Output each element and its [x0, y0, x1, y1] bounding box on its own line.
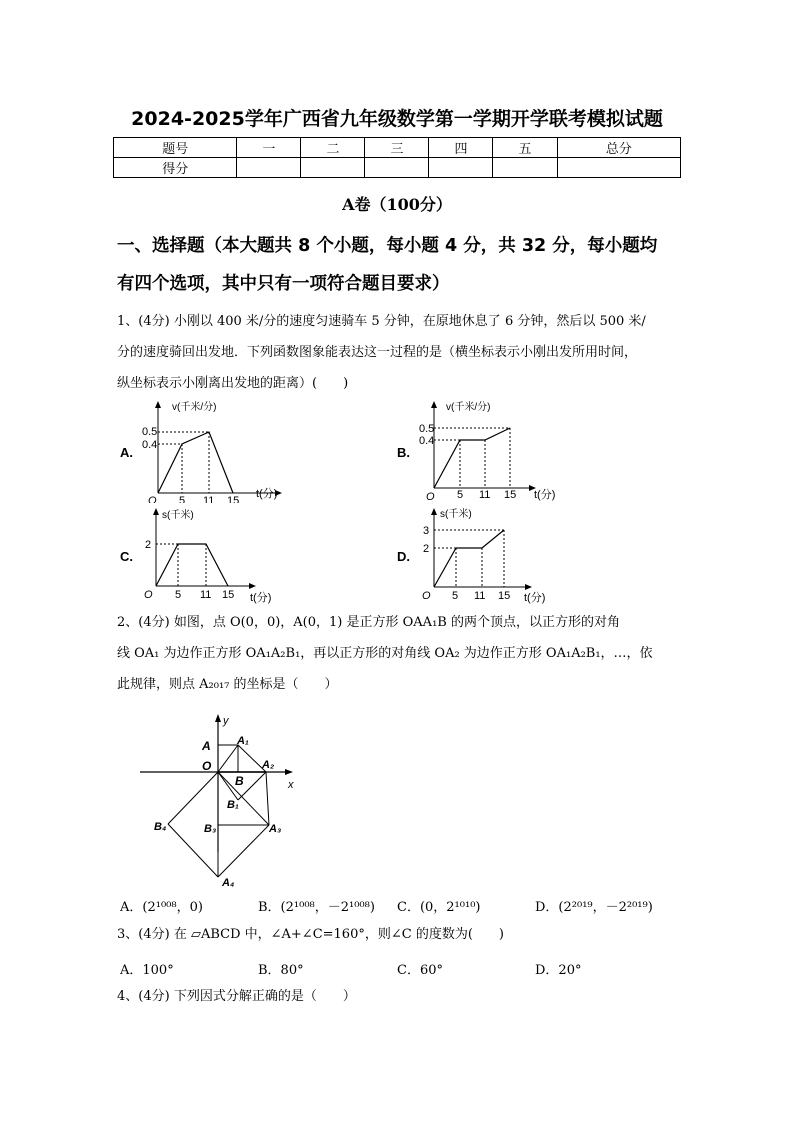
score-header-cell: 四 — [429, 138, 493, 158]
q3-option-b[interactable]: B．80° — [258, 963, 304, 978]
graph-line — [434, 428, 510, 488]
diagonal-oa1 — [218, 745, 238, 772]
x-tick-label: 15 — [504, 489, 517, 501]
q2-line3: 此规律，则点 A₂₀₁₇ 的坐标是（ ） — [117, 677, 338, 692]
q2-option-c[interactable]: C．(0，2¹⁰¹⁰) — [397, 900, 481, 915]
section-a-title: A卷（100分） — [342, 195, 452, 214]
q2-line2: 线 OA₁ 为边作正方形 OA₁A₂B₁，再以正方形的对角线 OA₂ 为边作正方形 OA₁A₂B₁，…，依 — [117, 646, 653, 661]
x-tick-label: 11 — [479, 489, 491, 501]
x-axis-label: t(分) — [256, 488, 278, 500]
q2-option-a[interactable]: A．(2¹⁰⁰⁸，0) — [120, 900, 203, 915]
y-tick-label: 2 — [423, 543, 430, 555]
q2-figure — [138, 712, 308, 892]
x-axis-arrow — [249, 583, 256, 589]
score-header-cell: 五 — [493, 138, 557, 158]
x-tick-label: 5 — [179, 495, 186, 503]
y-axis-label: v(千米/分) — [446, 402, 491, 413]
q2-option-d[interactable]: D．(2²⁰¹⁹，－2²⁰¹⁹) — [535, 900, 653, 915]
q2-prefix: 2、(4分) 如图，点 — [117, 615, 230, 630]
x-tick-label: 11 — [200, 589, 212, 601]
score-header-cell: 总分 — [557, 138, 681, 158]
score-cell[interactable] — [493, 158, 557, 178]
q1-line1: 1、(4分) 小刚以 400 米/分的速度匀速骑车 5 分钟，在原地休息了 6 分钟，然后以 500 米/ — [117, 314, 646, 329]
score-cell[interactable] — [301, 158, 365, 178]
score-header-cell: 三 — [365, 138, 429, 158]
q1-option-c-label[interactable]: C. — [120, 549, 133, 564]
graph-line — [434, 530, 504, 587]
y-tick-label: 3 — [423, 525, 430, 537]
x-axis-label: t(分) — [250, 592, 272, 604]
x-tick-label: 15 — [227, 495, 240, 503]
edge-a2a3 — [266, 772, 269, 825]
origin-label: O — [148, 495, 157, 503]
q3-option-c[interactable]: C．60° — [397, 963, 443, 978]
y-tick-label: 2 — [145, 539, 152, 551]
x-axis-label: t(分) — [524, 592, 546, 604]
x-tick-label: 11 — [474, 590, 486, 602]
y-tick-label: 0.5 — [419, 423, 435, 435]
q1-graph-c — [140, 505, 290, 607]
label-y: y — [223, 715, 229, 727]
q1-option-d-label[interactable]: D. — [397, 549, 410, 564]
q3-option-d[interactable]: D．20° — [535, 963, 582, 978]
q1-option-b-label[interactable]: B. — [397, 445, 410, 460]
label-o: O — [202, 759, 212, 773]
label-b4: B₄ — [154, 821, 167, 833]
y-tick-label: 0.4 — [419, 435, 435, 447]
y-tick-label: 0.5 — [142, 426, 158, 438]
score-header-cell: 一 — [237, 138, 301, 158]
origin-label: O — [144, 589, 153, 601]
x-axis-arrow — [525, 584, 532, 590]
q2-option-b[interactable]: B．(2¹⁰⁰⁸，－2¹⁰⁰⁸) — [258, 900, 375, 915]
x-tick-label: 11 — [203, 495, 215, 503]
x-tick-label: 5 — [452, 590, 459, 602]
y-axis-label: v(千米/分) — [172, 402, 217, 413]
q1-line3: 纵坐标表示小刚离出发地的距离）( ) — [117, 376, 349, 391]
graph-line — [156, 544, 228, 586]
label-a1: A₁ — [237, 735, 249, 747]
y-axis-label: s(千米) — [440, 509, 472, 520]
score-cell[interactable] — [237, 158, 301, 178]
x-tick-label: 15 — [498, 590, 511, 602]
x-tick-label: 5 — [457, 489, 464, 501]
label-b1: B₁ — [227, 799, 239, 811]
q1-graph-a — [140, 398, 300, 503]
label-a2: A₂ — [262, 759, 275, 771]
q1-graph-d — [416, 505, 581, 607]
q3-text: 3、(4分) 在 ▱ABCD 中，∠A+∠C=160°，则∠C 的度数为( ) — [117, 927, 504, 942]
y-axis-arrow — [431, 401, 437, 408]
exam-title: 2024-2025学年广西省九年级数学第一学期开学联考模拟试题 — [131, 108, 663, 130]
score-cell[interactable] — [429, 158, 493, 178]
y-axis-label: s(千米) — [162, 510, 194, 521]
label-b3: B₃ — [204, 823, 217, 835]
score-cell[interactable] — [365, 158, 429, 178]
label-x: x — [288, 779, 294, 791]
label-a3: A₃ — [269, 823, 282, 835]
edge-a3a4 — [218, 825, 269, 877]
origin-label: O — [422, 590, 431, 602]
q1-line2: 分的速度骑回出发地．下列函数图象能表达这一过程的是（横坐标表示小刚出发所用时间， — [117, 345, 638, 360]
q3-option-a[interactable]: A．100° — [120, 963, 174, 978]
q1-graph-b — [416, 398, 581, 503]
label-b: B — [235, 774, 244, 788]
label-a: A — [202, 739, 211, 753]
x-axis-label: t(分) — [534, 489, 556, 501]
y-tick-label: 0.4 — [142, 439, 158, 451]
score-header-cell: 题号 — [114, 138, 237, 158]
q4-text: 4、(4分) 下列因式分解正确的是（ ） — [117, 989, 356, 1004]
y-axis-arrow — [155, 401, 161, 408]
y-axis-arrow — [215, 714, 221, 722]
score-cell[interactable] — [557, 158, 681, 178]
x-axis-arrow — [285, 769, 293, 775]
q1-option-a-label[interactable]: A. — [120, 445, 133, 460]
x-tick-label: 5 — [175, 589, 182, 601]
score-header-cell: 二 — [301, 138, 365, 158]
score-table — [113, 137, 681, 178]
part1-heading-line2: 有四个选项，其中只有一项符合题目要求） — [117, 274, 450, 294]
y-axis-arrow — [153, 508, 159, 515]
part1-heading-line1: 一、选择题（本大题共 8 个小题，每小题 4 分，共 32 分，每小题均 — [117, 236, 658, 256]
score-table-score-row — [114, 158, 681, 178]
x-tick-label: 15 — [222, 589, 235, 601]
graph-line — [158, 432, 233, 493]
q2-line1-text: O(0，0)，A(0，1) 是正方形 OAA₁B 的两个顶点，以正方形的对角 — [229, 615, 620, 630]
score-table-header-row — [114, 138, 681, 158]
score-row-label: 得分 — [114, 158, 237, 178]
label-a4: A₄ — [222, 877, 235, 889]
edge-ob4 — [168, 772, 218, 824]
y-axis-arrow — [431, 508, 437, 515]
origin-label: O — [426, 491, 435, 503]
q2-line1 — [117, 608, 680, 638]
